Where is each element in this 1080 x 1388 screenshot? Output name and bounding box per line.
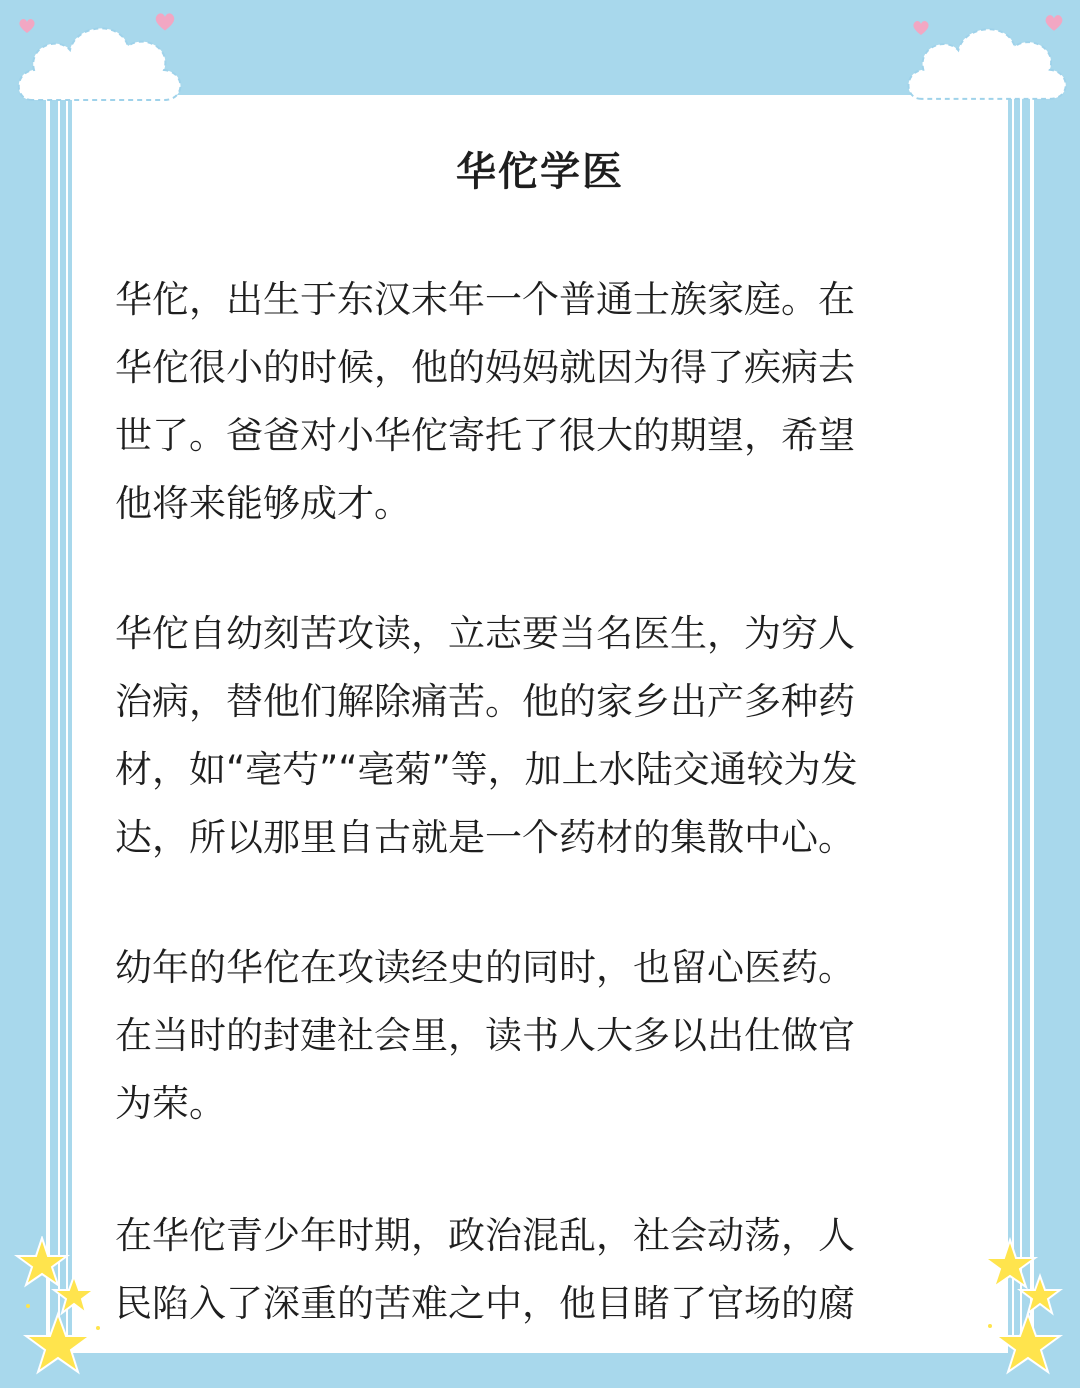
paragraph-line: 达，所以那里自古就是一个药材的集散中心。	[115, 816, 855, 859]
heart-icon	[912, 20, 930, 36]
paragraph-line: 他将来能够成才。	[115, 482, 411, 525]
heart-icon	[18, 18, 36, 34]
border-stripe-right-2	[1020, 80, 1022, 1348]
border-stripe-left-1	[46, 80, 50, 1348]
paragraph-line: 幼年的华佗在攻读经史的同时，也留心医药。	[115, 946, 855, 989]
paragraph-line: 材，如“亳芍”“亳菊”等，加上水陆交通较为发	[115, 748, 858, 791]
paragraph-line: 华佗自幼刻苦攻读，立志要当名医生，为穷人	[115, 612, 855, 655]
heart-icon	[154, 12, 176, 32]
paragraph-line: 华佗，出生于东汉末年一个普通士族家庭。在	[115, 278, 855, 321]
paragraph-2	[115, 600, 945, 872]
paragraph-line: 民陷入了深重的苦难之中，他目睹了官场的腐	[115, 1282, 855, 1325]
paragraph-1	[115, 266, 945, 538]
stars-icon	[14, 1236, 114, 1384]
paragraph-line: 在当时的封建社会里，读书人大多以出仕做官	[115, 1014, 855, 1057]
paragraph-4	[115, 1202, 945, 1338]
border-stripe-right-1	[1030, 80, 1034, 1348]
border-stripe-left-3	[66, 80, 68, 1348]
page-title: 华佗学医	[456, 149, 624, 195]
border-stripe-right-3	[1012, 80, 1014, 1348]
border-stripe-left-2	[58, 80, 60, 1348]
paragraph-line: 世了。爸爸对小华佗寄托了很大的期望，希望	[115, 414, 855, 457]
paragraph-line: 华佗很小的时候，他的妈妈就因为得了疾病去	[115, 346, 855, 389]
paragraph-line: 在华佗青少年时期，政治混乱，社会动荡，人	[115, 1214, 855, 1257]
paragraph-3	[115, 934, 945, 1138]
stars-icon	[970, 1236, 1070, 1384]
paragraph-line: 为荣。	[115, 1082, 226, 1125]
paragraph-line: 治病，替他们解除痛苦。他的家乡出产多种药	[115, 680, 855, 723]
heart-icon	[1044, 14, 1064, 32]
